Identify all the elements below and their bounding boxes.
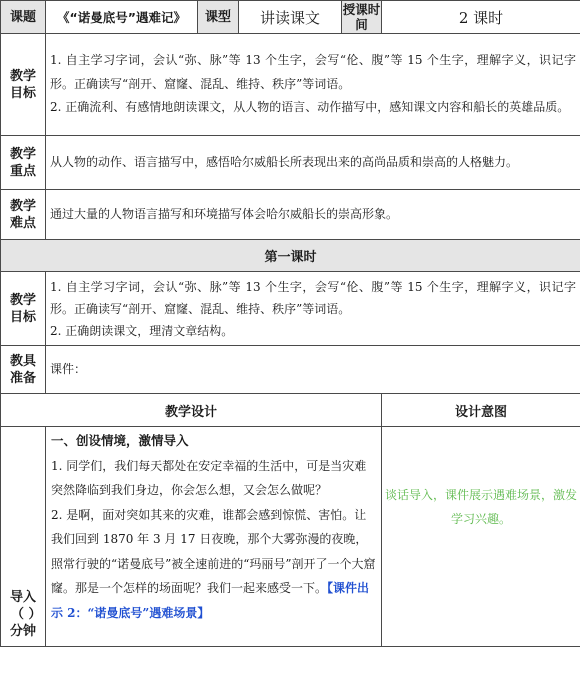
lesson-goals-label: 教学目标 [1,272,46,346]
design-paragraph: 1. 同学们，我们每天都处在安定幸福的生活中，可是当灾难突然降临到我们身边，你会怎么想，又会怎么做呢？ [51,458,367,497]
intent-header: 设计意图 [382,394,580,427]
section-label: 导入（ ）分钟 [1,427,46,647]
design-content [46,427,382,647]
goal-item: 1. 自主学习字词，会认“弥、脉”等 13 个生字，会写“伦、腹”等 15 个生字，理解字义，识记字形。正确读写“剖开、窟窿、混乱、维持、秩序”等词语。 [50,279,576,316]
time-label: 授课时间 [342,2,381,32]
goals-text [46,34,580,136]
intent-text: 谈话导入，课件展示遇难场景，激发学习兴趣。 [382,427,580,647]
lesson-one-title: 第一课时 [1,240,580,272]
difficulties-text: 通过大量的人物语言描写和环境描写体会哈尔威船长的崇高形象。 [46,190,580,240]
goals-label: 教学目标 [1,34,46,136]
goal-item: 2. 正确朗读课文，理清文章结构。 [50,323,234,338]
courseware-note: 【课件出示 2：“诺曼底号”遇难场景】 [51,581,370,620]
goal-item: 1. 自主学习字词，会认“弥、脉”等 13 个生字，会写“伦、腹”等 15 个生字，理解字义，识记字形。正确读写“剖开、窟窿、混乱、维持、秩序”等词语。 [50,53,576,91]
key-points-label: 教学重点 [1,136,46,190]
design-header: 教学设计 [1,394,382,427]
type-label: 课型 [198,1,239,34]
design-paragraph: 2. 是啊，面对突如其来的灾难，谁都会感到惊慌、害怕。让我们回到 1870 年 3 月 17 日夜晚，那个大雾弥漫的夜晚，照常行驶的“诺曼底号”被全速前进的“玛丽号”剖开了一个大窟窿。那是一个怎样的场面呢？我们一起来感受一下。【课件出示 2：“诺曼底号”遇难场景】 [51,507,376,620]
time-value: 2 课时 [382,1,580,34]
tools-value: 课件： [46,346,580,394]
key-points-text: 从人物的动作、语言描写中，感悟哈尔威船长所表现出来的高尚品质和崇高的人格魅力。 [46,136,580,190]
lesson-goals-text [46,272,580,346]
goal-item: 2. 正确流利、有感情地朗读课文，从人物的语言、动作描写中，感知课文内容和船长的英雄品质。 [50,100,570,115]
tools-label: 教具准备 [1,346,46,394]
topic-label: 课题 [1,1,46,34]
section-title: 一、创设情境，激情导入 [51,433,189,448]
type-value: 讲读课文 [239,1,342,34]
topic-value: 《“诺曼底号”遇难记》 [46,1,198,34]
difficulties-label: 教学难点 [1,190,46,240]
